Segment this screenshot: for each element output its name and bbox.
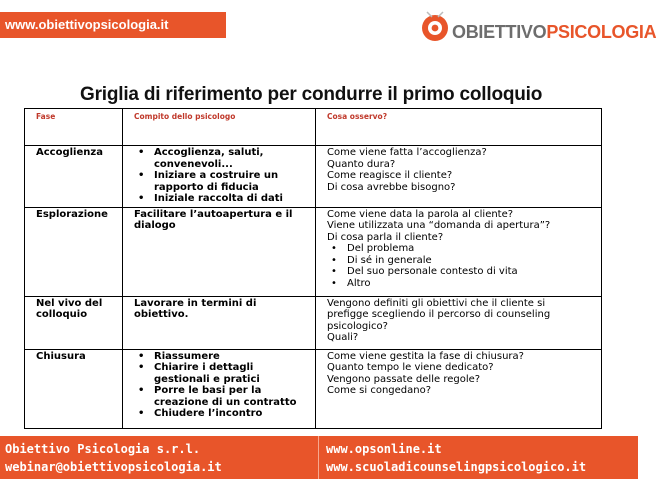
- brand-logo: [418, 8, 656, 54]
- table-row: [25, 146, 602, 208]
- cell-fase: [25, 207, 123, 296]
- table-row: [25, 296, 602, 349]
- osservo-text: Come viene fatta l’accoglienza?: [327, 147, 487, 158]
- compito-list: [134, 351, 311, 420]
- list-item: [134, 408, 311, 420]
- bullet-icon: •: [138, 147, 145, 158]
- bullet-icon: •: [138, 362, 145, 373]
- cell-compito: [123, 146, 316, 208]
- bullet-icon: •: [138, 385, 145, 396]
- footer-divider: [318, 436, 319, 479]
- compito-text: obiettivo.: [134, 309, 189, 320]
- osservo-text: Quanto dura?: [327, 158, 396, 170]
- fase-label: Chiusura: [36, 350, 86, 362]
- list-item: [327, 243, 597, 255]
- osservo-item-text: Del suo personale contesto di vita: [347, 266, 518, 277]
- compito-text: dialogo: [134, 220, 176, 231]
- list-item: [134, 193, 311, 205]
- bullet-icon: •: [138, 408, 145, 419]
- compito-list: [134, 147, 311, 205]
- bullet-icon: •: [331, 254, 337, 266]
- bullet-icon: •: [331, 243, 337, 254]
- compito-text: Chiarire i dettagli: [154, 362, 254, 373]
- osservo-text: Quali?: [327, 332, 359, 343]
- cell-osservo: [316, 296, 602, 349]
- bullet-icon: •: [138, 350, 145, 362]
- header-compito: Compito dello psicologo: [123, 109, 316, 146]
- footer-url-counseling-link[interactable]: www.scuoladicounselingpsicologico.it: [326, 460, 587, 474]
- list-item: [327, 278, 597, 290]
- compito-text: Chiudere l’incontro: [154, 408, 263, 419]
- table-row: [25, 207, 602, 296]
- fase-label: Nel vivo del: [36, 297, 103, 309]
- fase-label: Accoglienza: [36, 147, 103, 158]
- osservo-item-text: Del problema: [347, 243, 415, 254]
- fase-label: Esplorazione: [36, 208, 108, 220]
- fase-label: colloquio: [36, 309, 88, 320]
- compito-text: rapporto di fiducia: [154, 181, 259, 193]
- list-item: [134, 362, 311, 385]
- cell-compito: [123, 296, 316, 349]
- osservo-text: Come reagisce il cliente?: [327, 170, 453, 181]
- list-item: [327, 266, 597, 278]
- cell-osservo: [316, 349, 602, 428]
- bullet-icon: •: [331, 277, 337, 289]
- cell-osservo: [316, 146, 602, 208]
- osservo-text: Vengono definiti gli obiettivi che il cliente si: [327, 297, 546, 309]
- cell-compito: [123, 349, 316, 428]
- footer-url-opsonline-link[interactable]: www.opsonline.it: [326, 442, 442, 456]
- footer-email-link[interactable]: webinar@obiettivopsicologia.it: [5, 460, 222, 474]
- list-item: [134, 385, 311, 408]
- osservo-text: Di cosa avrebbe bisogno?: [327, 181, 456, 193]
- logo-text: [452, 22, 656, 42]
- compito-text: Lavorare in termini di: [134, 297, 257, 309]
- compito-text: Accoglienza, saluti,: [154, 147, 264, 158]
- osservo-text: Come viene gestita la fase di chiusura?: [327, 350, 524, 362]
- osservo-item-text: Di sé in generale: [347, 254, 432, 266]
- list-item: [327, 255, 597, 267]
- compito-text: creazione di un contratto: [154, 396, 297, 408]
- cell-fase: [25, 296, 123, 349]
- logo-mark-icon: [418, 8, 452, 48]
- logo-text-obiettivo: OBIETTIVO: [452, 22, 547, 42]
- list-item: [134, 170, 311, 193]
- osservo-text: prefigge scegliendo il percorso di counseling: [327, 309, 551, 320]
- slide-title: Griglia di riferimento per condurre il primo colloquio: [80, 84, 543, 105]
- compito-text: Facilitare l’autoapertura e il: [134, 208, 293, 220]
- osservo-text: Viene utilizzata una “domanda di apertura”?: [327, 220, 551, 231]
- bullet-icon: •: [138, 193, 145, 204]
- cell-fase: [25, 146, 123, 208]
- header-fase: Fase: [25, 109, 123, 146]
- table-header-row: [25, 109, 602, 146]
- site-url-banner[interactable]: www.obiettivopsicologia.it: [0, 12, 226, 38]
- osservo-text: Vengono passate delle regole?: [327, 373, 481, 385]
- compito-text: Iniziare a costruire un: [154, 170, 279, 181]
- osservo-item-text: Altro: [347, 277, 371, 289]
- compito-text: Riassumere: [154, 350, 220, 362]
- cell-compito: [123, 207, 316, 296]
- cell-fase: [25, 349, 123, 428]
- cell-osservo: [316, 207, 602, 296]
- list-item: [134, 147, 311, 170]
- footer-company: Obiettivo Psicologia s.r.l.: [5, 442, 201, 456]
- bullet-icon: •: [331, 266, 337, 277]
- bullet-icon: •: [138, 170, 145, 181]
- footer-bar: [0, 436, 638, 479]
- header-osservo: Cosa osservo?: [316, 109, 602, 146]
- osservo-text: Come si congedano?: [327, 385, 432, 396]
- osservo-text: Di cosa parla il cliente?: [327, 231, 444, 243]
- osservo-text: Come viene data la parola al cliente?: [327, 208, 514, 220]
- compito-text: Porre le basi per la: [154, 385, 262, 396]
- reference-grid-table: [24, 108, 602, 429]
- table-row: [25, 349, 602, 428]
- compito-text: convenevoli...: [154, 158, 233, 170]
- logo-text-psicologia: PSICOLOGIA: [546, 22, 656, 42]
- compito-text: gestionali e pratici: [154, 373, 260, 385]
- osservo-list: [327, 243, 597, 289]
- compito-text: Iniziale raccolta di dati: [154, 193, 283, 204]
- list-item: [134, 351, 311, 363]
- osservo-text: psicologico?: [327, 320, 388, 332]
- osservo-text: Quanto tempo le viene dedicato?: [327, 362, 494, 373]
